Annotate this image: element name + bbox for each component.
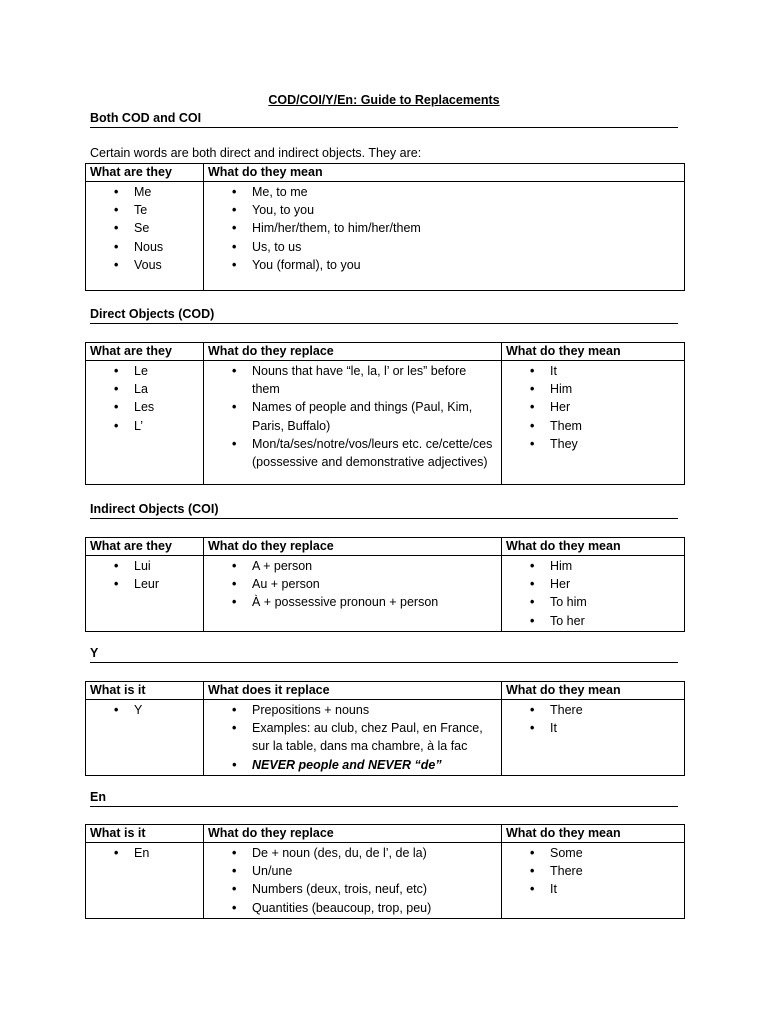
- cell-pronouns: [86, 556, 204, 632]
- header-cell: What do they mean: [502, 343, 685, 361]
- cell-replacements: [204, 556, 502, 632]
- section-heading-both: Both COD and COI: [90, 111, 678, 128]
- list-item: • You, to you: [208, 201, 680, 219]
- table-cod: [85, 342, 685, 485]
- cell-meanings: [502, 361, 685, 485]
- table-row: [86, 556, 685, 632]
- page-title: COD/COI/Y/En: Guide to Replacements: [268, 93, 500, 107]
- list-item: • La: [90, 380, 199, 398]
- cell-pronouns: [86, 843, 204, 919]
- cell-meanings: [502, 556, 685, 632]
- list-item: • It: [506, 719, 680, 737]
- list-item: • Au + person: [208, 575, 497, 593]
- cell-meanings: [502, 843, 685, 919]
- table-both: [85, 163, 685, 291]
- table-y: [85, 681, 685, 776]
- list-item: • Mon/ta/ses/notre/vos/leurs etc. ce/cette/ces (possessive and demonstrative adjectives): [208, 435, 497, 471]
- list-item: • Prepositions + nouns: [208, 701, 497, 719]
- list-item: • Me, to me: [208, 183, 680, 201]
- list-item: • Them: [506, 417, 680, 435]
- list-item: • Numbers (deux, trois, neuf, etc): [208, 880, 497, 898]
- cell-replacements: [204, 700, 502, 776]
- list-item: • It: [506, 362, 680, 380]
- header-cell: What are they: [86, 538, 204, 556]
- list-item: • To her: [506, 612, 680, 630]
- cell-pronouns: [86, 700, 204, 776]
- table-coi: [85, 537, 685, 632]
- header-cell: What do they mean: [502, 682, 685, 700]
- list-item: • To him: [506, 593, 680, 611]
- cell-replacements: [204, 361, 502, 485]
- list-item: • There: [506, 701, 680, 719]
- table-row: [86, 700, 685, 776]
- list-item: • À + possessive pronoun + person: [208, 593, 497, 611]
- list-item: • Nous: [90, 238, 199, 256]
- list-item: • Him: [506, 380, 680, 398]
- cell-meanings: [502, 700, 685, 776]
- section-heading-coi: Indirect Objects (COI): [90, 502, 678, 519]
- list-item: • Les: [90, 398, 199, 416]
- table-row: [86, 182, 685, 291]
- section-heading-cod: Direct Objects (COD): [90, 307, 678, 324]
- list-item: • Her: [506, 398, 680, 416]
- cell-meanings: [204, 182, 685, 291]
- cell-pronouns: [86, 182, 204, 291]
- list-item: • Vous: [90, 256, 199, 274]
- list-item: • Le: [90, 362, 199, 380]
- table-header-row: [86, 538, 685, 556]
- list-item: • Te: [90, 201, 199, 219]
- list-item: • Him: [506, 557, 680, 575]
- table-en: [85, 824, 685, 919]
- list-item: • L’: [90, 417, 199, 435]
- list-item: • There: [506, 862, 680, 880]
- table-row: [86, 843, 685, 919]
- list-item: • Leur: [90, 575, 199, 593]
- list-item: • You (formal), to you: [208, 256, 680, 274]
- list-item: • It: [506, 880, 680, 898]
- header-cell: What do they replace: [204, 538, 502, 556]
- list-item: • Names of people and things (Paul, Kim, Paris, Buffalo): [208, 398, 497, 434]
- list-item: • Examples: au club, chez Paul, en France, sur la table, dans ma chambre, à la fac: [208, 719, 497, 755]
- list-item: • Se: [90, 219, 199, 237]
- list-item: • Quantities (beaucoup, trop, peu): [208, 899, 497, 917]
- list-item: • Lui: [90, 557, 199, 575]
- header-cell: What are they: [86, 343, 204, 361]
- list-item: • Some: [506, 844, 680, 862]
- table-row: [86, 361, 685, 485]
- list-item: • They: [506, 435, 680, 453]
- header-cell: What are they: [86, 164, 204, 182]
- list-item: • Un/une: [208, 862, 497, 880]
- cell-pronouns: [86, 361, 204, 485]
- list-item: • Nouns that have “le, la, l’ or les” before them: [208, 362, 497, 398]
- header-cell: What does it replace: [204, 682, 502, 700]
- table-header-row: [86, 825, 685, 843]
- list-item: • Him/her/them, to him/her/them: [208, 219, 680, 237]
- list-item: • De + noun (des, du, de l’, de la): [208, 844, 497, 862]
- list-item: • Y: [90, 701, 199, 719]
- section-heading-y: Y: [90, 646, 678, 663]
- list-item: • En: [90, 844, 199, 862]
- header-cell: What do they mean: [502, 538, 685, 556]
- list-item: • NEVER people and NEVER “de”: [208, 756, 497, 774]
- header-cell: What do they mean: [502, 825, 685, 843]
- section-heading-en: En: [90, 790, 678, 807]
- header-cell: What do they mean: [204, 164, 685, 182]
- table-header-row: [86, 164, 685, 182]
- list-item: • Us, to us: [208, 238, 680, 256]
- cell-replacements: [204, 843, 502, 919]
- header-cell: What is it: [86, 682, 204, 700]
- header-cell: What do they replace: [204, 343, 502, 361]
- header-cell: What is it: [86, 825, 204, 843]
- table-header-row: [86, 682, 685, 700]
- intro-text: Certain words are both direct and indirect objects. They are:: [90, 146, 422, 160]
- header-cell: What do they replace: [204, 825, 502, 843]
- list-item: • Me: [90, 183, 199, 201]
- table-header-row: [86, 343, 685, 361]
- list-item: • A + person: [208, 557, 497, 575]
- list-item: • Her: [506, 575, 680, 593]
